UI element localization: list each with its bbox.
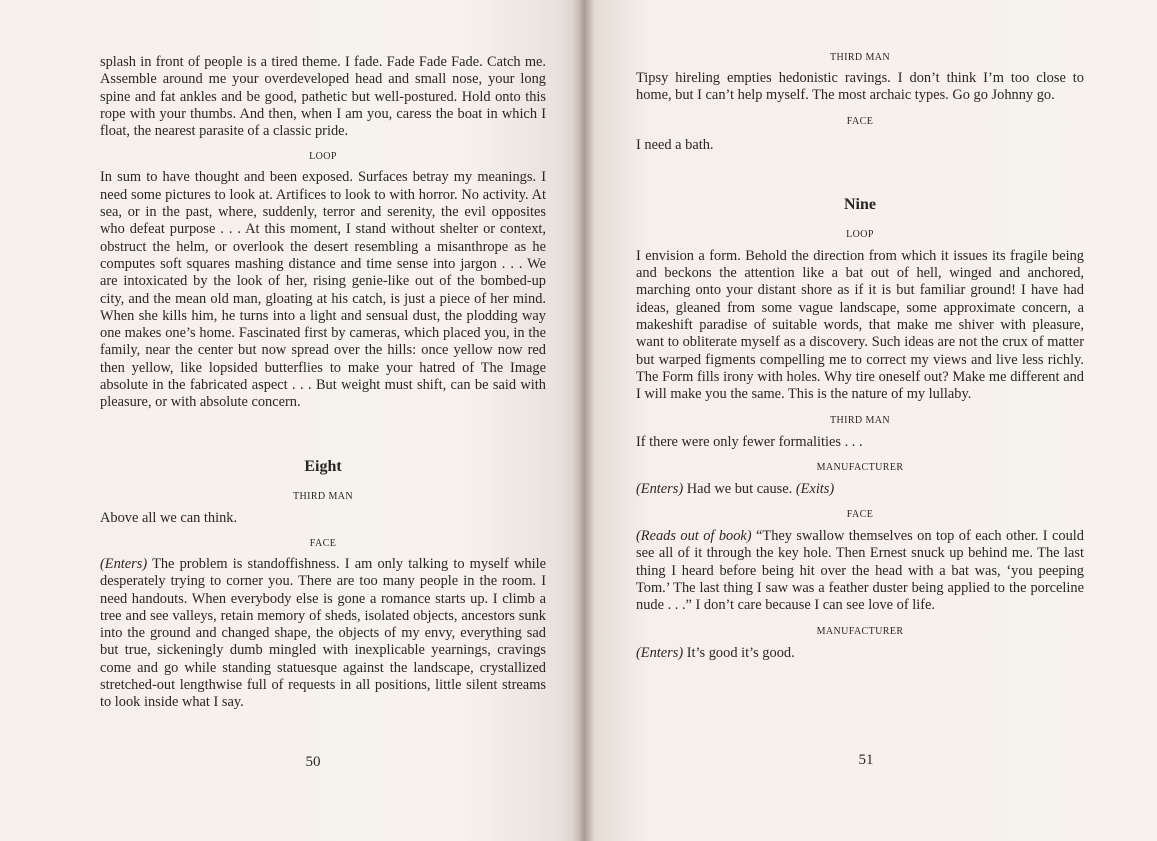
right-speaker-face-1: FACE: [846, 115, 874, 127]
left-speaker-face: FACE: [309, 537, 337, 549]
right-paragraph-1: Tipsy hireling empties hedonistic ravings. I don’t think I’m too close to home, but I can’t help myself. The most archaic types. Go go Johnny go.: [636, 70, 1084, 104]
right-paragraph-7: (Enters) It’s good it’s good.: [636, 644, 795, 661]
page-number-right: 51: [858, 752, 874, 768]
right-paragraph-6: (Reads out of book) “They swallow themselves on top of each other. I could see all of it through the key hole. Then Ernest snuck up behind me. The last thing I heard before being hit over the head with a bat was, ‘you peeping Tom.’ The last thing I saw was a feather duster being applied to the porceline nude . . .” I don’t care because I can see love of life.: [636, 528, 1084, 614]
stage-direction: (Reads out of book): [636, 528, 752, 545]
left-speaker-third-man: THIRD MAN: [293, 490, 353, 502]
stage-direction: (Exits): [795, 480, 835, 497]
right-paragraph-4: If there were only fewer formalities . . .: [636, 433, 863, 450]
right-speaker-face-2: FACE: [846, 509, 874, 521]
right-speaker-manufacturer-2: MANUFACTURER: [816, 625, 904, 637]
left-paragraph-3: Above all we can think.: [100, 509, 238, 526]
right-paragraph-2: I need a bath.: [636, 136, 714, 153]
stage-direction: (Enters): [100, 555, 148, 572]
left-paragraph-1: splash in front of people is a tired theme. I fade. Fade Fade Fade. Catch me. Assemble around me your overdeveloped head and small nose, your long spine and fat ankles and be good, pathetic but well-postured. Hold onto this rope with your thumbs. And then, when I am you, caress the boat in which I float, the nearest parasite of a classic pride.: [100, 54, 546, 140]
right-speaker-manufacturer-1: MANUFACTURER: [816, 461, 904, 473]
left-paragraph-4: (Enters) The problem is standoffishness. I am only talking to myself while desperately trying to corner you. There are too many people in the room. I need handouts. When everybody else is gone a romance starts up. I climb a tree and see valleys, retain memory of sheds, isolated objects, ancestors sunk into the ground and changed shape, the objects of my envy, everything sad but true, sickeningly dumb mingled with inexplicable yearnings, cravings come and go while standing statuesque against the landscape, crystallized stretched-out lengthwise full of requests in all positions, little silent streams to look inside what I say.: [100, 555, 546, 711]
section-heading-nine: Nine: [844, 195, 876, 213]
left-paragraph-2: In sum to have thought and been exposed. Surfaces betray my meanings. I need some pictures to look at. Artifices to look to with horror. No activity. At sea, or in the past, where, suddenly, terror and serenity, the evil opposites who defeat purpose . . . At this moment, I stand without shelter or context, obstruct the helm, or overlook the desert resembling a misanthrope as he computes soft squares mashing distance and time sense into jargon . . . We are intoxicated by the look of her, rising genie-like out of the bombed-up city, and the mean old man, gloating at his catch, is just a piece of her mind. When she kills him, he turns into a light and sensual dust, the plodding way one makes one’s home. Fascinated first by cameras, which placed you, in the family, near the center but now spread over the hills: once yellow now red then yellow, like lopsided butterflies to make your hatred of The Image absolute in the fabricated aspect . . . But weight must shift, can be said with pleasure, or with absolute concern.: [100, 169, 546, 411]
right-speaker-third-man-2: THIRD MAN: [830, 414, 890, 426]
stage-direction: (Enters): [636, 644, 684, 661]
section-heading-eight: Eight: [304, 457, 342, 475]
page-number-left: 50: [305, 754, 321, 770]
right-paragraph-5: (Enters) Had we but cause. (Exits): [636, 480, 835, 497]
right-speaker-loop: LOOP: [846, 228, 874, 240]
right-page: [580, 0, 1157, 841]
stage-direction: (Enters): [636, 480, 684, 497]
book-gutter-shadow: [572, 0, 594, 841]
right-page-text-column: [636, 52, 1084, 662]
right-speaker-third-man-1: THIRD MAN: [830, 52, 890, 63]
left-page-text-column: [100, 54, 546, 712]
left-speaker-loop: LOOP: [309, 151, 337, 163]
right-paragraph-3: I envision a form. Behold the direction from which it issues its fragile being and beckons the attention like a bat out of hell, winged and anchored, marching onto your distant shore as if it is but familiar ground! I have had ideas, gleaned from some vague landscape, some approximate concern, a makeshift paradise of suitable words, that make me shiver with pleasure, want to obliterate myself as a discovery. Such ideas are not the crux of matter but warped figments compelling me to correct my views and live less richly. The Form fills irony with holes. Why tire oneself out? Make me different and I will make you the same. This is the nature of my lullaby.: [636, 247, 1084, 403]
